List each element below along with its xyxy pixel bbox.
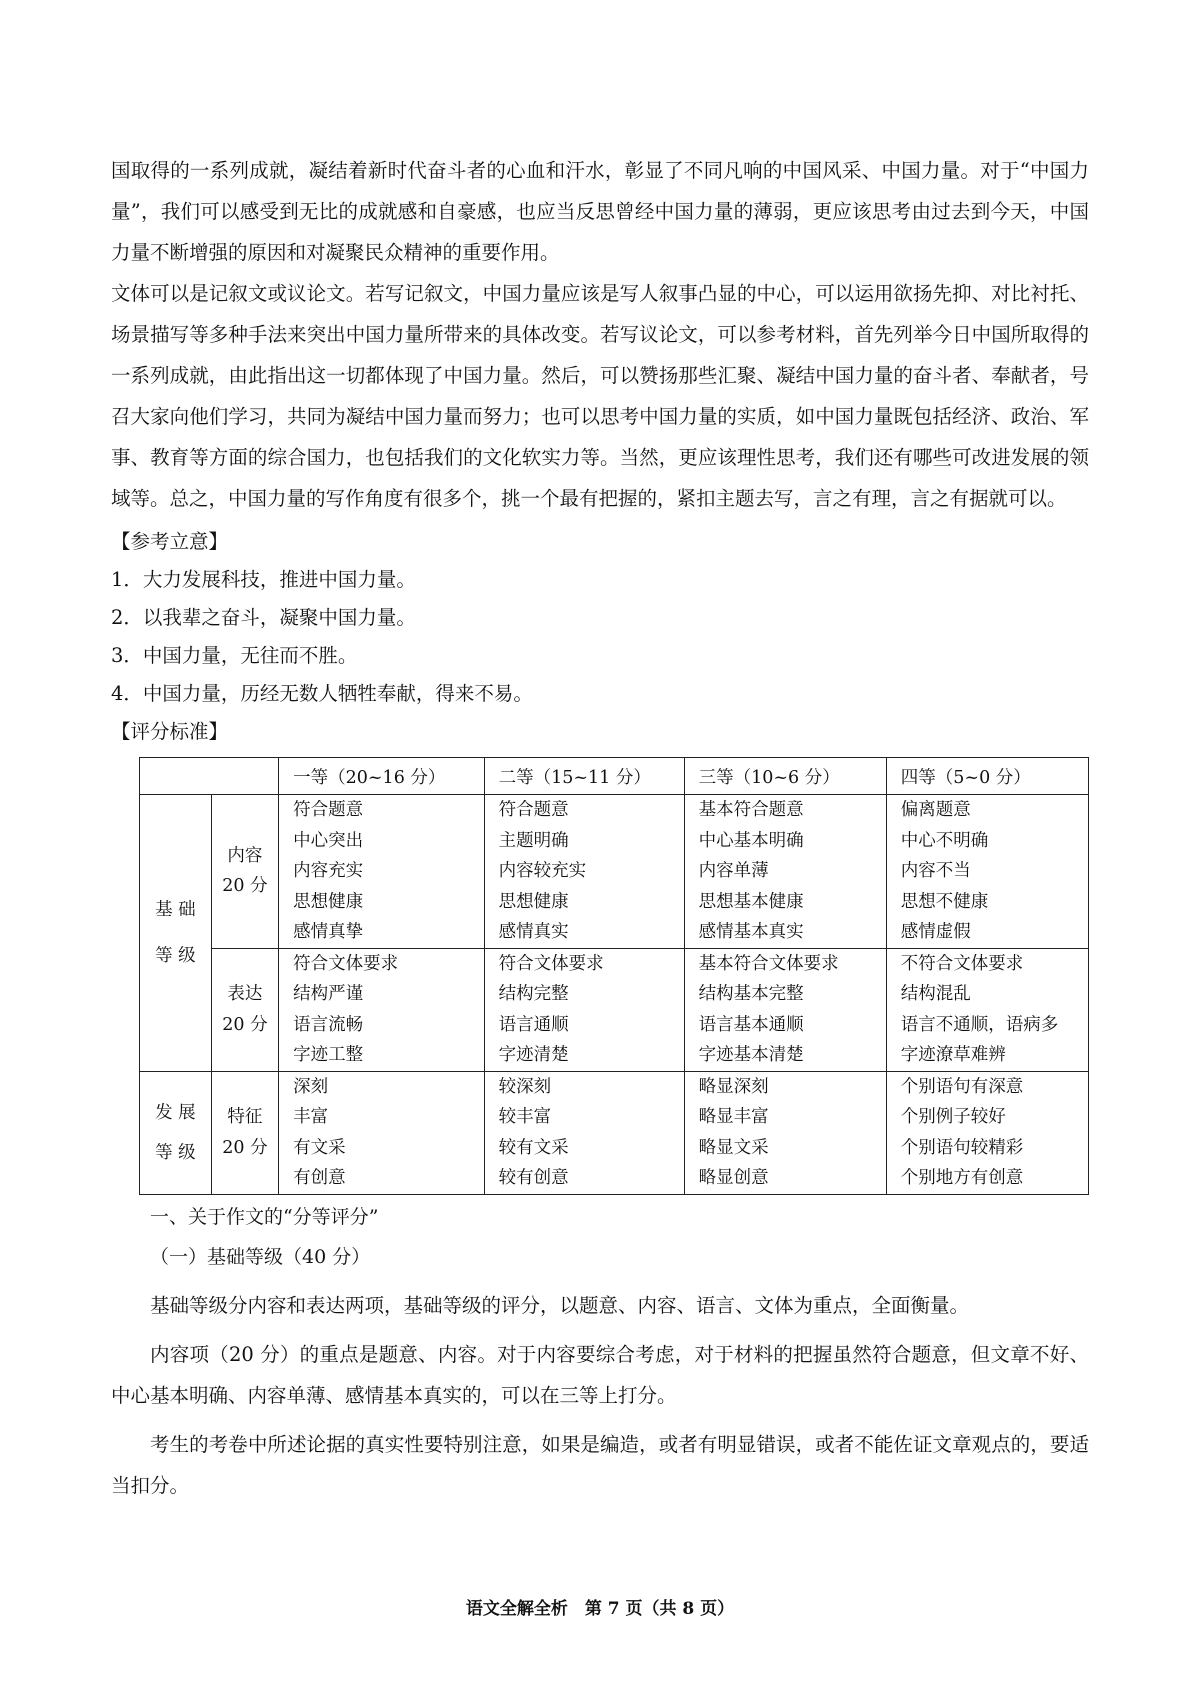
- header-grade-3: 三等（10~6 分）: [684, 758, 886, 795]
- reference-ideas-heading: 【参考立意】: [111, 530, 229, 553]
- group-development-level: 发 展 等 级: [140, 1071, 212, 1194]
- evidence-paragraph: 考生的考卷中所述论据的真实性要特别注意，如果是编造，或者有明显错误，或者不能佐证文章观点的，要适当扣分。: [111, 1432, 1089, 1497]
- page-content: [111, 150, 1089, 1506]
- reference-idea-3: 3．中国力量，无往而不胜。: [111, 644, 358, 667]
- expression-grade-4: 不符合文体要求 结构混乱 语言不通顺，语病多 字迹潦草难辨: [886, 948, 1088, 1071]
- label-content: 内容 20 分: [211, 795, 278, 949]
- group-basic-level: 基 础 等 级: [140, 795, 212, 1072]
- feature-grade-2: 较深刻 较丰富 较有文采 较有创意: [484, 1071, 684, 1194]
- table-row-expression: [140, 948, 1089, 1071]
- content-grade-1: 符合题意 中心突出 内容充实 思想健康 感情真挚: [279, 795, 484, 949]
- basic-level-paragraph: 基础等级分内容和表达两项，基础等级的评分，以题意、内容、语言、文体为重点，全面衡量。: [150, 1293, 970, 1317]
- header-grade-2: 二等（15~11 分）: [484, 758, 684, 795]
- table-row-content: [140, 795, 1089, 949]
- feature-grade-3: 略显深刻 略显丰富 略显文采 略显创意: [684, 1071, 886, 1194]
- table-header-row: [140, 758, 1089, 795]
- table-corner-cell: [140, 758, 279, 795]
- table-row-feature: [140, 1071, 1089, 1194]
- basic-level-heading: （一）基础等级（40 分）: [150, 1245, 371, 1268]
- content-grade-2: 符合题意 主题明确 内容较充实 思想健康 感情真实: [484, 795, 684, 949]
- header-grade-1: 一等（20~16 分）: [279, 758, 484, 795]
- feature-grade-4: 个别语句有深意 个别例子较好 个别语句较精彩 个别地方有创意: [886, 1071, 1088, 1194]
- expression-grade-1: 符合文体要求 结构严谨 语言流畅 字迹工整: [279, 948, 484, 1071]
- scoring-table: [139, 757, 1089, 1195]
- intro-paragraph-2: 文体可以是记叙文或议论文。若写记叙文，中国力量应该是写人叙事凸显的中心，可以运用欲扬先抑、对比衬托、场景描写等多种手法来突出中国力量所带来的具体改变。若写议论文，可以参考材料，首先列举今日中国所取得的一系列成就，由此指出这一切都体现了中国力量。然后，可以赞扬那些汇聚、凝结中国力量的奋斗者、奉献者，号召大家向他们学习，共同为凝结中国力量而努力；也可以思考中国力量的实质，如中国力量既包括经济、政治、军事、教育等方面的综合国力，也包括我们的文化软实力等。当然，更应该理性思考，我们还有哪些可改进发展的领域等。总之，中国力量的写作角度有很多个，挑一个最有把握的，紧扣主题去写，言之有理，言之有据就可以。: [111, 282, 1089, 510]
- reference-idea-4: 4．中国力量，历经无数人牺牲奉献，得来不易。: [111, 682, 533, 705]
- reference-idea-2: 2．以我辈之奋斗，凝聚中国力量。: [111, 606, 416, 629]
- page-footer: 语文全解全析 第 7 页（共 8 页）: [465, 1599, 735, 1619]
- expression-grade-2: 符合文体要求 结构完整 语言通顺 字迹清楚: [484, 948, 684, 1071]
- feature-grade-1: 深刻 丰富 有文采 有创意: [279, 1071, 484, 1194]
- scoring-standard-heading: 【评分标准】: [111, 720, 229, 743]
- grading-heading: 一、关于作文的“分等评分”: [150, 1205, 379, 1228]
- label-feature: 特征 20 分: [211, 1071, 278, 1194]
- expression-grade-3: 基本符合文体要求 结构基本完整 语言基本通顺 字迹基本清楚: [684, 948, 886, 1071]
- content-grade-4: 偏离题意 中心不明确 内容不当 思想不健康 感情虚假: [886, 795, 1088, 949]
- intro-paragraph-1: 国取得的一系列成就，凝结着新时代奋斗者的心血和汗水，彰显了不同凡响的中国风采、中国力量。对于“中国力量”，我们可以感受到无比的成就感和自豪感，也应当反思曾经中国力量的薄弱，更应该思考由过去到今天，中国力量不断增强的原因和对凝聚民众精神的重要作用。: [111, 159, 1089, 264]
- reference-idea-1: 1．大力发展科技，推进中国力量。: [111, 568, 416, 591]
- content-grade-3: 基本符合题意 中心基本明确 内容单薄 思想基本健康 感情基本真实: [684, 795, 886, 949]
- content-item-paragraph: 内容项（20 分）的重点是题意、内容。对于内容要综合考虑，对于材料的把握虽然符合题意，但文章不好、中心基本明确、内容单薄、感情基本真实的，可以在三等上打分。: [111, 1342, 1089, 1407]
- header-grade-4: 四等（5~0 分）: [886, 758, 1088, 795]
- label-expression: 表达 20 分: [211, 948, 278, 1071]
